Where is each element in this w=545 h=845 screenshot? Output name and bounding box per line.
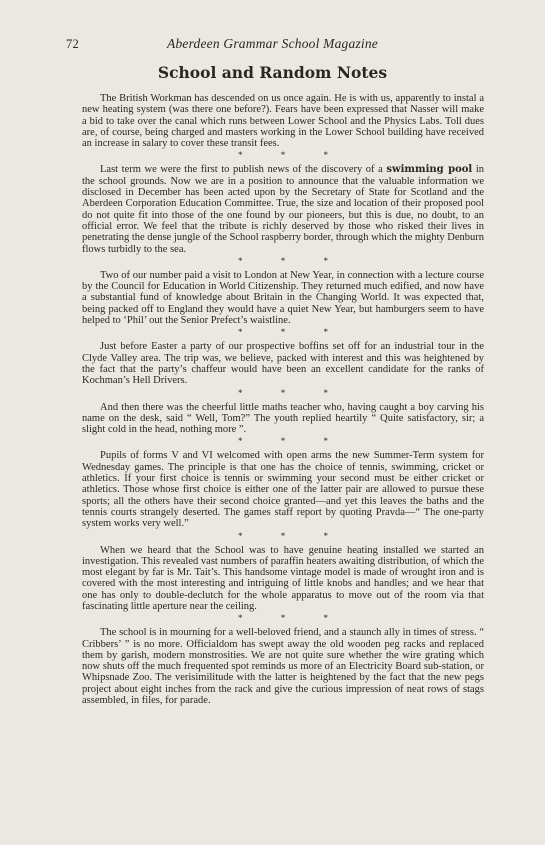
paragraph: And then there was the cheerful little maths teacher who, having caught a boy carving his name on the desk, said “ Well, Tom?” The youth replied heartily “ Quite satisfactory, sir; a slight cold in the head, nothing more ”.	[82, 401, 484, 436]
separator-asterisks: * * *	[238, 327, 346, 338]
paragraph: The school is in mourning for a well-beloved friend, and a staunch ally in times of stress. “ Cribbers’ ” is no more. Officialdom has swept away the old wooden peg racks and replaced them by garish, modern monstrosities. We are not quite sure whether the wire grating which now shuts off the much frequented spot reminds us more of an Electricity Board sub-station, or Whipsnade Zoo. The verisimilitude with the latter is heightened by the fact that the new pegs project about eight inches from the rack and give the curious impression of neat rows of stags assembled, in files, for parade.	[82, 627, 484, 707]
paragraph-text: in the school grounds. Now we are in a position to announce that the valuable information we disclosed in December has been acted upon by the Secretary of State for Scotland and the Aberdeen Corporation Education Committee. True, the size and location of their proposed pool do not quite fit into those of the one found by our pioneers, but this is due, no doubt, to an official error. We feel that the tribute is richly deserved by those who risked their lives in penetrating the dense jungle of the School raspberry border, through which the mighty Denburn flows turbidly to the sea.	[82, 164, 484, 255]
paragraph: When we heard that the School was to have genuine heating installed we started an investigation. This revealed vast numbers of paraffin heaters awaiting distribution, of which the most elegant by far is Mr. Tait’s. This handsome vintage model is made of wrought iron and is covered with the most interesting and intriguing of little knobs and handles; and we hear that one has only to double-declutch for the whole apparatus to move out of the room via that fascinating little aperture near the ceiling.	[82, 544, 484, 612]
paragraph	[82, 164, 484, 254]
paragraph: Pupils of forms V and VI welcomed with open arms the new Summer-Term system for Wednesday games. The principle is that one has the choice of tennis, swimming, cricket or athletics. If your first choice is tennis or swimming your second must be either cricket or athletics. Those whose first choice is either one of the latter pair are allowed to pursue these sports; all the others have their second choice granted—and yet this leaves the baths and the tennis courts strangely deserted. The games staff report by quoting Pravda—“ The one-party system works very well.”	[82, 450, 484, 530]
separator-asterisks: * * *	[238, 255, 346, 266]
paragraph-text: Last term we were the first to publish news of the discovery of a	[100, 164, 387, 176]
separator-asterisks: * * *	[238, 150, 346, 161]
separator-asterisks: * * *	[238, 613, 346, 624]
separator-asterisks: * * *	[238, 530, 346, 541]
article-body	[82, 93, 484, 706]
separator-asterisks: * * *	[238, 387, 346, 398]
paragraph: Just before Easter a party of our prospective boffins set off for an industrial tour in the Clyde Valley area. The trip was, we believe, packed with interest and this was heightened by the fact that the party’s chaffeur would have been an excellent candidate for the ranks of Kochman’s Hell Drivers.	[82, 341, 484, 387]
page-number: 72	[66, 37, 80, 51]
article-title: School and Random Notes	[157, 63, 388, 82]
running-title: Aberdeen Grammar School Magazine	[167, 36, 378, 51]
highlight-term: swimming pool	[386, 164, 473, 176]
separator-asterisks: * * *	[238, 436, 346, 447]
paragraph: The British Workman has descended on us once again. He is with us, apparently to instal a new heating system (was there one before?). Fears have been expressed that Nasser will make a bid to take over the canal which runs between Lower School and the Physics Labs. Toll dues are, of course, being charged and masters working in the Lower School building have received an increase in salary to cover these transit fees.	[82, 93, 484, 150]
paragraph: Two of our number paid a visit to London at New Year, in connection with a lecture course by the Council for Education in World Citizenship. They returned much edified, and now have a substantial fund of knowledge about Britain in the Changing World. It was expected that, being packed off to England they would have a quiet New Year, but hamburgers seem to have helped to ‘Phil’ out the Senior Prefect’s waistline.	[82, 269, 484, 327]
